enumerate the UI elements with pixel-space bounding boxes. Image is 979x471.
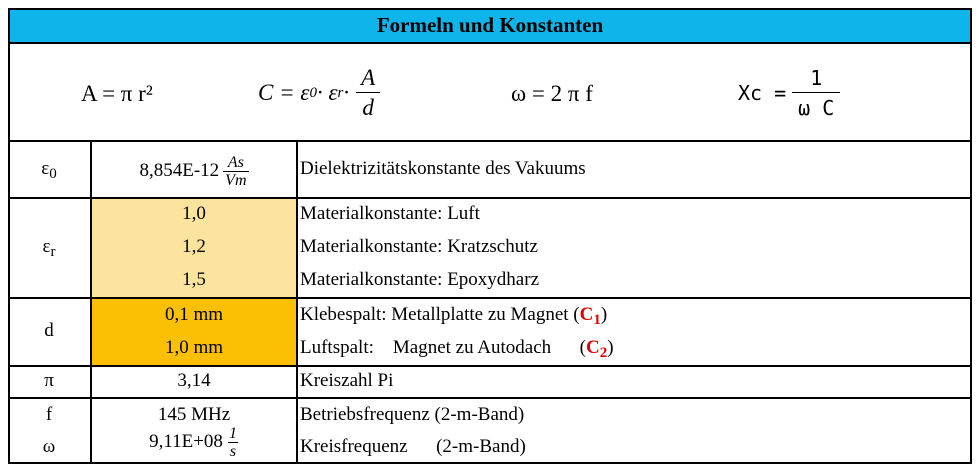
value-pi: 3,14	[177, 370, 211, 391]
cap-dot: ·	[343, 80, 350, 105]
value-d-air-gap: 1,0 mm	[164, 337, 224, 358]
table-border	[8, 8, 972, 464]
cap-numerator: A	[361, 64, 376, 90]
desc-epsilonr-air: Materialkonstante: Luft	[300, 203, 480, 224]
xc-denominator: ω C	[792, 92, 840, 123]
value-epsilon0: 8,854E-12 $\frac{As}{Vm}$	[139, 153, 247, 189]
unit-as-per-vm: $\frac{As}{Vm}$	[225, 153, 247, 189]
value-epsilonr-air: 1,0	[182, 203, 206, 224]
value-f: 145 MHz	[157, 404, 231, 425]
value-epsilonr-epoxy: 1,5	[182, 269, 206, 290]
cap-lhs: C = ε	[258, 80, 310, 105]
desc-epsilonr-epoxy: Materialkonstante: Epoxydharz	[300, 269, 540, 290]
value-d-glue-gap: 0,1 mm	[164, 304, 224, 325]
xc-numerator: 1	[810, 65, 823, 90]
cap-sub-0: 0	[309, 84, 317, 101]
marker-c1: $C_1$	[579, 304, 601, 328]
value-epsilonr-scratch: 1,2	[182, 236, 206, 257]
symbol-omega: ω	[42, 436, 56, 457]
symbol-pi: π	[44, 370, 54, 391]
symbol-d: d	[44, 320, 54, 341]
symbol-epsilonr: $\varepsilon_r$	[42, 236, 56, 260]
formula-sheet	[8, 8, 972, 464]
desc-omega: Kreisfrequenz (2-m-Band)	[300, 436, 526, 457]
unit-per-second: $\frac{1}{s}$	[228, 424, 237, 460]
value-omega: 9,11E+08 $\frac{1}{s}$	[149, 424, 237, 460]
desc-epsilon0: Dielektrizitätskonstante des Vakuums	[300, 158, 586, 179]
xc-lhs: Xc =	[738, 81, 787, 105]
cap-mid: · ε	[316, 80, 338, 105]
desc-d-air-gap: Luftspalt: Magnet zu Autodach $(C_2)$	[300, 337, 614, 361]
symbol-f: f	[45, 404, 53, 425]
cap-sub-r: r	[337, 84, 344, 101]
desc-pi: Kreiszahl Pi	[300, 370, 394, 391]
cap-denominator: d	[356, 92, 380, 123]
desc-f: Betriebsfrequenz (2-m-Band)	[300, 404, 525, 425]
marker-c2: $C_2$	[586, 337, 608, 361]
formula-omega: ω = 2 π f	[511, 81, 593, 106]
desc-d-glue-gap: Klebespalt: Metallplatte zu Magnet $(C_1)$	[300, 304, 608, 328]
desc-epsilonr-scratch: Materialkonstante: Kratzschutz	[300, 236, 538, 257]
title-text: Formeln und Konstanten	[376, 12, 604, 37]
symbol-epsilon0: $\varepsilon_0$	[41, 158, 57, 182]
formula-area: A = π r²	[81, 81, 153, 106]
